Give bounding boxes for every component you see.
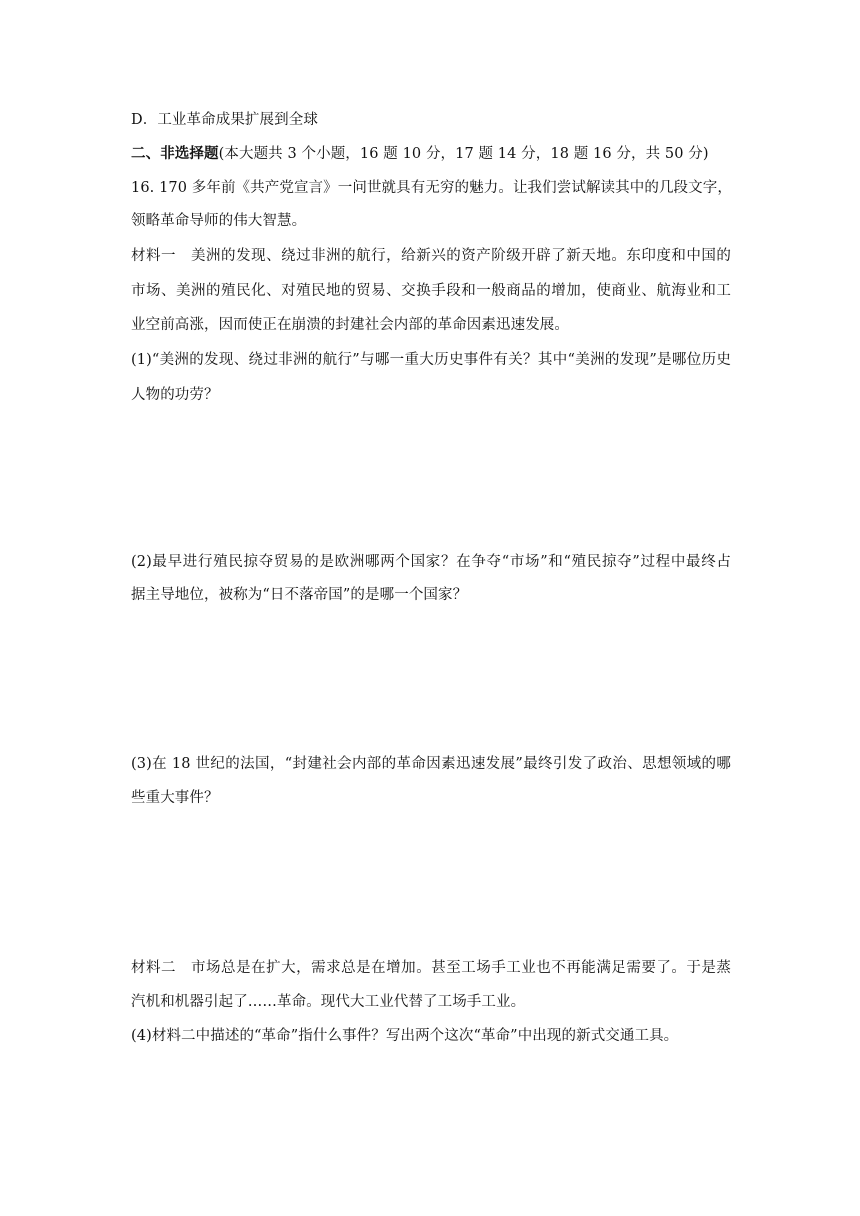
material-1-line-1: 材料一 美洲的发现、绕过非洲的航行，给新兴的资产阶级开辟了新天地。东印度和中国的 — [131, 248, 731, 264]
material-2-line-1: 材料二 市场总是在扩大，需求总是在增加。甚至工场手工业也不再能满足需要了。于是蒸 — [131, 960, 731, 976]
section-title: 二、非选择题 — [131, 145, 219, 162]
material-2-line-2: 汽机和机器引起了……革命。现代大工业代替了工场手工业。 — [131, 994, 526, 1010]
question-1-line-2: 人物的功劳？ — [131, 387, 219, 403]
question-4: (4)材料二中描述的“革命”指什么事件？写出两个这次“革命”中出现的新式交通工具。 — [131, 1028, 679, 1044]
question-16-intro-line-1: 16. 170 多年前《共产党宣言》一问世就具有无穷的魅力。让我们尝试解读其中的几段文字， — [131, 180, 732, 196]
option-d: D．工业革命成果扩展到全球 — [131, 112, 318, 128]
question-3-line-1: (3)在 18 世纪的法国，“封建社会内部的革命因素迅速发展”最终引发了政治、思想领域的哪 — [131, 756, 731, 772]
material-1-line-2: 市场、美洲的殖民化、对殖民地的贸易、交换手段和一般商品的增加，使商业、航海业和工 — [131, 283, 731, 299]
question-16-intro-line-2: 领略革命导师的伟大智慧。 — [131, 213, 307, 229]
section-heading — [131, 144, 731, 164]
question-2-line-1: (2)最早进行殖民掠夺贸易的是欧洲哪两个国家？在争夺“市场”和“殖民掠夺”过程中最终占 — [131, 554, 731, 570]
question-1-line-1: (1)“美洲的发现、绕过非洲的航行”与哪一重大历史事件有关？其中“美洲的发现”是哪位历史 — [131, 352, 731, 368]
question-2-line-2: 据主导地位，被称为“日不落帝国”的是哪一个国家？ — [131, 587, 468, 603]
material-1-line-3: 业空前高涨，因而使正在崩溃的封建社会内部的革命因素迅速发展。 — [131, 317, 569, 333]
question-3-line-2: 些重大事件？ — [131, 790, 219, 806]
section-note: (本大题共 3 个小题，16 题 10 分，17 题 14 分，18 题 16 分，共 50 分) — [218, 146, 709, 162]
